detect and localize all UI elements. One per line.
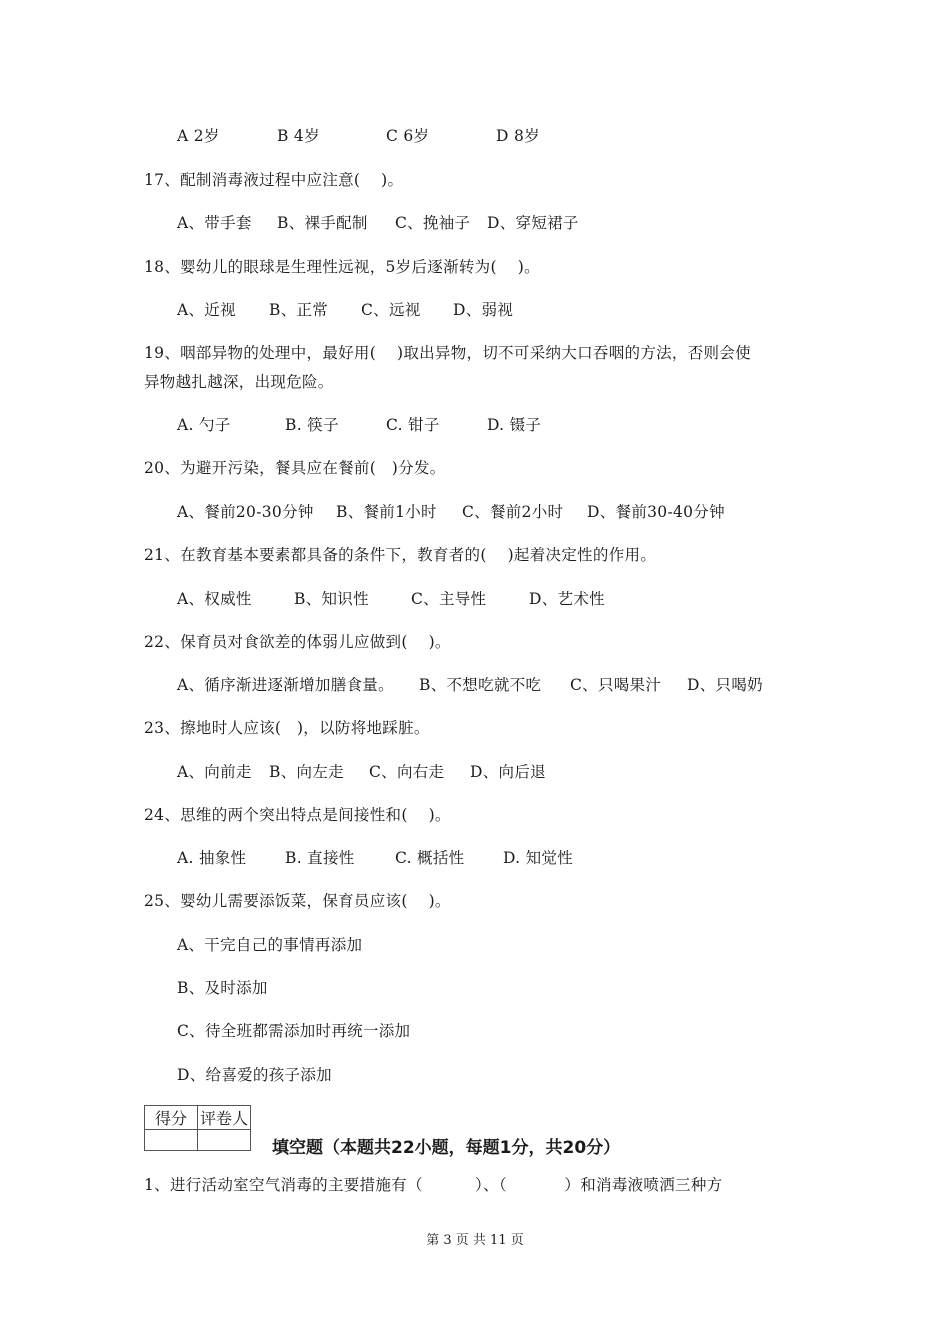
q19-option-c: C. 钳子 <box>386 416 440 434</box>
q21-stem: 21、在教育基本要素都具备的条件下，教育者的( )起着决定性的作用。 <box>144 546 657 564</box>
q23-option-b: B、向左走 <box>269 763 344 781</box>
q22-option-c: C、只喝果汁 <box>570 676 662 694</box>
q19-option-d: D. 镊子 <box>487 416 542 434</box>
q25-option-c: C、待全班都需添加时再统一添加 <box>177 1022 411 1040</box>
q22-option-d: D、只喝奶 <box>687 676 763 694</box>
reviewer-label: 评卷人 <box>198 1106 251 1130</box>
q24-option-d: D. 知觉性 <box>503 849 574 867</box>
q21-option-c: C、主导性 <box>411 590 487 608</box>
q17-option-b: B、裸手配制 <box>277 214 368 232</box>
q25-option-a: A、干完自己的事情再添加 <box>177 936 363 954</box>
q18-option-b: B、正常 <box>269 301 329 319</box>
q21-option-d: D、艺术性 <box>529 590 605 608</box>
q17-option-a: A、带手套 <box>177 214 252 232</box>
q23-option-d: D、向后退 <box>470 763 546 781</box>
q20-option-a: A、餐前20-30分钟 <box>177 503 314 521</box>
section-title: 填空题（本题共22小题，每题1分，共20分） <box>272 1138 621 1158</box>
q20-option-c: C、餐前2小时 <box>462 503 564 521</box>
q24-option-b: B. 直接性 <box>285 849 355 867</box>
q19-stem-line2: 异物越扎越深，出现危险。 <box>144 373 334 391</box>
score-cell <box>145 1130 198 1151</box>
q17-stem: 17、配制消毒液过程中应注意( )。 <box>144 171 404 189</box>
q20-option-b: B、餐前1小时 <box>336 503 437 521</box>
q18-stem: 18、婴幼儿的眼球是生理性远视，5岁后逐渐转为( )。 <box>144 258 540 276</box>
q16-option-a: A 2岁 <box>177 127 220 145</box>
fill-question-1: 1、进行活动室空气消毒的主要措施有（ ）、（ ）和消毒液喷洒三种方 <box>144 1176 723 1194</box>
q17-option-c: C、挽袖子 <box>395 214 471 232</box>
q19-option-a: A. 勺子 <box>177 416 231 434</box>
q19-stem-line1: 19、咽部异物的处理中，最好用( )取出异物，切不可采纳大口吞咽的方法，否则会使 <box>144 344 751 362</box>
q16-option-b: B 4岁 <box>277 127 320 145</box>
q25-option-d: D、给喜爱的孩子添加 <box>177 1066 332 1084</box>
q23-option-a: A、向前走 <box>177 763 252 781</box>
q22-option-a: A、循序渐进逐渐增加膳食量。 <box>177 676 394 694</box>
q20-option-d: D、餐前30-40分钟 <box>587 503 725 521</box>
q23-option-c: C、向右走 <box>369 763 445 781</box>
q24-stem: 24、思维的两个突出特点是间接性和( )。 <box>144 806 451 824</box>
q18-option-d: D、弱视 <box>453 301 514 319</box>
q18-option-c: C、远视 <box>361 301 421 319</box>
score-table <box>144 1105 251 1151</box>
page-footer: 第 3 页 共 11 页 <box>426 1233 524 1248</box>
q23-stem: 23、擦地时人应该( )，以防将地踩脏。 <box>144 719 430 737</box>
q21-option-a: A、权威性 <box>177 590 252 608</box>
q16-option-c: C 6岁 <box>386 127 430 145</box>
q24-option-c: C. 概括性 <box>395 849 465 867</box>
q25-option-b: B、及时添加 <box>177 979 268 997</box>
q20-stem: 20、为避开污染，餐具应在餐前( )分发。 <box>144 459 446 477</box>
q24-option-a: A. 抽象性 <box>177 849 247 867</box>
q16-option-d: D 8岁 <box>496 127 540 145</box>
score-label: 得分 <box>145 1106 198 1130</box>
q25-stem: 25、婴幼儿需要添饭菜，保育员应该( )。 <box>144 892 451 910</box>
q22-option-b: B、不想吃就不吃 <box>419 676 542 694</box>
q19-option-b: B. 筷子 <box>285 416 339 434</box>
q21-option-b: B、知识性 <box>294 590 369 608</box>
q17-option-d: D、穿短裙子 <box>487 214 579 232</box>
reviewer-cell <box>198 1130 251 1151</box>
q22-stem: 22、保育员对食欲差的体弱儿应做到( )。 <box>144 633 451 651</box>
q18-option-a: A、近视 <box>177 301 236 319</box>
